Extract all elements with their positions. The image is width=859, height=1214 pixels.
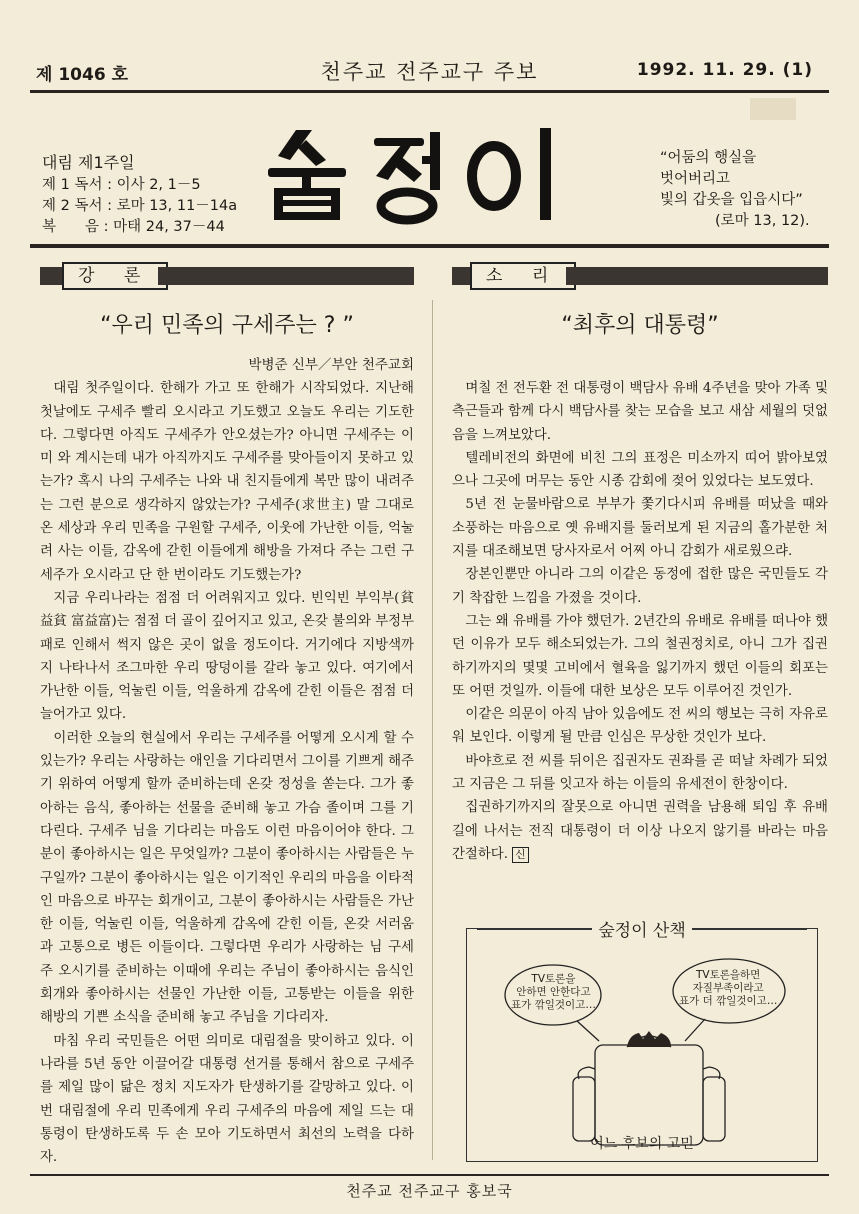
footer-rule [30, 1174, 829, 1176]
voice-paragraph: 이같은 의문이 아직 남아 있음에도 전 씨의 행보는 극히 자유로워 보인다. 이렇게 될 만큼 인심은 무상한 것인가 보다. [452, 707, 828, 746]
quote-citation: (로마 13, 12). [715, 213, 810, 229]
bubble-right-line: TV토론을하면 [696, 969, 761, 981]
voice-paragraph: 바야흐로 전 씨를 뒤이은 집권자도 권좌를 곧 떠날 차례가 되었고 지금은 그 뒤를 잇고자 하는 이들의 유세전이 한창이다. [452, 753, 828, 793]
bubble-left-line: TV토론을 [531, 973, 576, 985]
speech-bubble-left [511, 973, 596, 1012]
voice-paragraph: 텔레비전의 화면에 비친 그의 표정은 미소까지 띠어 밝아보였으나 그곳에 머무는 동안 시종 감회에 젖어 있었다는 보도였다. [452, 450, 828, 490]
sermon-paragraph: 지금 우리나라는 점점 더 어려워지고 있다. 빈익빈 부익부(貧益貧 富益富)는 점점 더 골이 깊어지고 있고, 온갖 불의와 부정부패로 인해서 썩지 않은 곳이 없을 정도이다. 거기에다 지방색까지 나타나서 조그마한 우리 땅덩이를 갈라 놓고 있다. 여기에서 가난한 이들, 억눌린 이들, 억울하게 감옥에 갇힌 이들은 점점 더 늘어가고 있다. [40, 590, 414, 723]
bubble-right-line: 자질부족이라고 [692, 982, 764, 994]
column-divider [432, 300, 433, 1160]
voice-paragraph: 5년 전 눈물바람으로 부부가 쫓기다시피 유배를 떠났을 때와 소풍하는 마음으로 옛 유배지를 둘러보게 된 지금의 홀가분한 처지를 대조해보면 당사자로서 어찌 아니 감회가 새로웠으랴. [452, 497, 828, 560]
issue-number: 제 1046 호 [36, 65, 128, 85]
section-label-voice: 소 리 [470, 262, 576, 290]
liturgical-sunday: 대림 제1주일 [42, 153, 135, 172]
masthead-logo [262, 118, 582, 228]
header-strip [22, 56, 837, 86]
sermon-headline: “우리 민족의 구세주는 ? ” [100, 313, 354, 338]
faded-stamp [750, 98, 796, 120]
quote-line-3: 빛의 갑옷을 입읍시다” [660, 192, 803, 208]
cartoon-caption: 어느 후보의 고민 [590, 1136, 694, 1152]
header-rule [30, 90, 829, 93]
scripture-quote [660, 148, 810, 232]
cartoon-drawing [467, 929, 817, 1161]
voice-article [452, 310, 828, 866]
section-sermon [40, 262, 414, 290]
section-bar-right [566, 267, 828, 285]
readings-block [42, 152, 237, 238]
masthead-rule [30, 244, 829, 248]
speech-bubble-right [679, 969, 777, 1008]
section-voice [452, 262, 828, 290]
cartoon-title: 숲정이 산책 [592, 921, 692, 941]
voice-paragraph: 그는 왜 유배를 가야 했던가. 2년간의 유배로 유배를 떠나야 했던 이유가 모두 해소되었는가. 그의 철권정치로, 아니 그가 집권하기까지의 몇몇 고비에서 혈육을 잃기까지 했던 이들의 회포는 또 어떤 것일까. 이들에 대한 보상은 모두 이루어진 것인가. [452, 613, 828, 699]
voice-paragraph-last [452, 796, 828, 866]
voice-paragraph: 며칠 전 전두환 전 대통령이 백담사 유배 4주년을 맞아 가족 및 측근들과 함께 다시 백담사를 찾는 모습을 보고 새삼 세월의 덧없음을 느껴보았다. [452, 381, 828, 443]
section-bar-left [40, 267, 62, 285]
section-bar-left [452, 267, 470, 285]
sermon-paragraph: 대림 첫주일이다. 한해가 가고 또 한해가 시작되었다. 지난해 첫날에도 구세주 빨리 오시라고 기도했고 오늘도 우리는 기도한다. 그렇다면 아직도 구세주가 안오셨는가? 아니면 구세주는 이미 와 계시는데 내가 아직까지도 구세주를 맞아들이지 못하고 있는가? 혹시 나의 구세주는 나와 내 친지들에게 복만 많이 내려주는 그런 분으로 생각하지 않았는가? 구세주(求世主) 말 그대로 온 세상과 우리 민족을 구원할 구세주, 이웃에 가난한 이들, 억눌려 사는 이들, 감옥에 갇힌 이들에게 해방을 가져다 주는 그런 구세주가 오시라고 단 한 번이라도 기도했는가? [40, 381, 414, 583]
cartoon-box [466, 921, 818, 1162]
sermon-paragraph: 이러한 오늘의 현실에서 우리는 구세주를 어떻게 오시게 할 수 있는가? 우리는 사랑하는 애인을 기다리면서 그이를 기쁘게 해주기 위하여 어떻게 할까 준비하는데 온갖 정성을 쏟는다. 그가 좋아하는 음식, 좋아하는 선물을 준비해 놓고 가슴 졸이며 그를 기다린다. 구세주 님을 기다리는 마음도 이런 마음이어야 한다. 그분이 좋아하시는 일은 무엇일까? 그분이 좋아하시는 사람들은 누구일까? 그분이 좋아하시는 일은 이기적인 우리의 마음을 이타적인 마음으로 바꾸는 회개이고, 그분이 좋아하시는 사람들은 가난한 이들, 억눌린 이들, 억울하게 감옥에 갇힌 이들, 온갖 서러움과 고통으로 병든 이들이다. 그렇다면 우리가 사랑하는 님 구세주 오시기를 준비하는 이때에 우리는 주님이 좋아하시는 음식인 회개와 좋아하시는 선물인 가난한 이들, 고통받는 이들을 위한 해방의 기쁜 소식을 준비해 놓고 주님을 기다리자. [40, 730, 414, 1026]
reading-gospel: 복 음 : 마태 24, 37－44 [42, 219, 225, 235]
quote-line-1: “어둠의 행실을 [660, 150, 757, 166]
quote-line-2: 벗어버리고 [660, 171, 731, 187]
section-label-sermon: 강 론 [62, 262, 168, 290]
paper-name: 천주교 전주교구 주보 [320, 60, 539, 84]
masthead-logo-art [262, 118, 582, 228]
bubble-left-line: 안하면 안한다고 [516, 986, 591, 998]
headline-spacer [452, 354, 828, 377]
publisher-footer: 천주교 전주교구 홍보국 [346, 1182, 513, 1200]
issue-date: 1992. 11. 29. (1) [636, 60, 813, 80]
bubble-right-line: 표가 더 깎일것이고… [679, 995, 778, 1007]
reading-first: 제 1 독서 : 이사 2, 1－5 [42, 177, 201, 193]
end-mark: 신 [512, 847, 529, 863]
voice-paragraph: 장본인뿐만 아니라 그의 이같은 동정에 접한 많은 국민들도 각기 착잡한 느낌을 가졌을 것이다. [452, 567, 828, 606]
sermon-paragraph: 마침 우리 국민들은 어떤 의미로 대림절을 맞이하고 있다. 이 나라를 5년 동안 이끌어갈 대통령 선거를 통해서 참으로 구세주를 제일 많이 닮은 정치 지도자가 탄생하기를 갈망하고 있다. 이번 대림절에 우리 민족에게 우리 구세주의 마음에 제일 드는 대통령이 탄생하도록 두 손 모아 기도하면서 최선의 노력을 다하자. [40, 1033, 414, 1166]
sermon-byline: 박병준 신부／부안 천주교회 [248, 357, 414, 373]
bubble-left-line: 표가 깎일것이고… [511, 999, 596, 1011]
sermon-article [40, 310, 414, 1169]
section-bar-right [158, 267, 414, 285]
reading-second: 제 2 독서 : 로마 13, 11－14a [42, 198, 238, 214]
voice-headline: “최후의 대통령” [561, 313, 719, 338]
voice-paragraph-text: 집권하기까지의 잘못으로 아니면 권력을 남용해 퇴임 후 유배길에 나서는 전직 대통령이 더 이상 나오지 않기를 바라는 마음 간절하다. [452, 800, 828, 862]
